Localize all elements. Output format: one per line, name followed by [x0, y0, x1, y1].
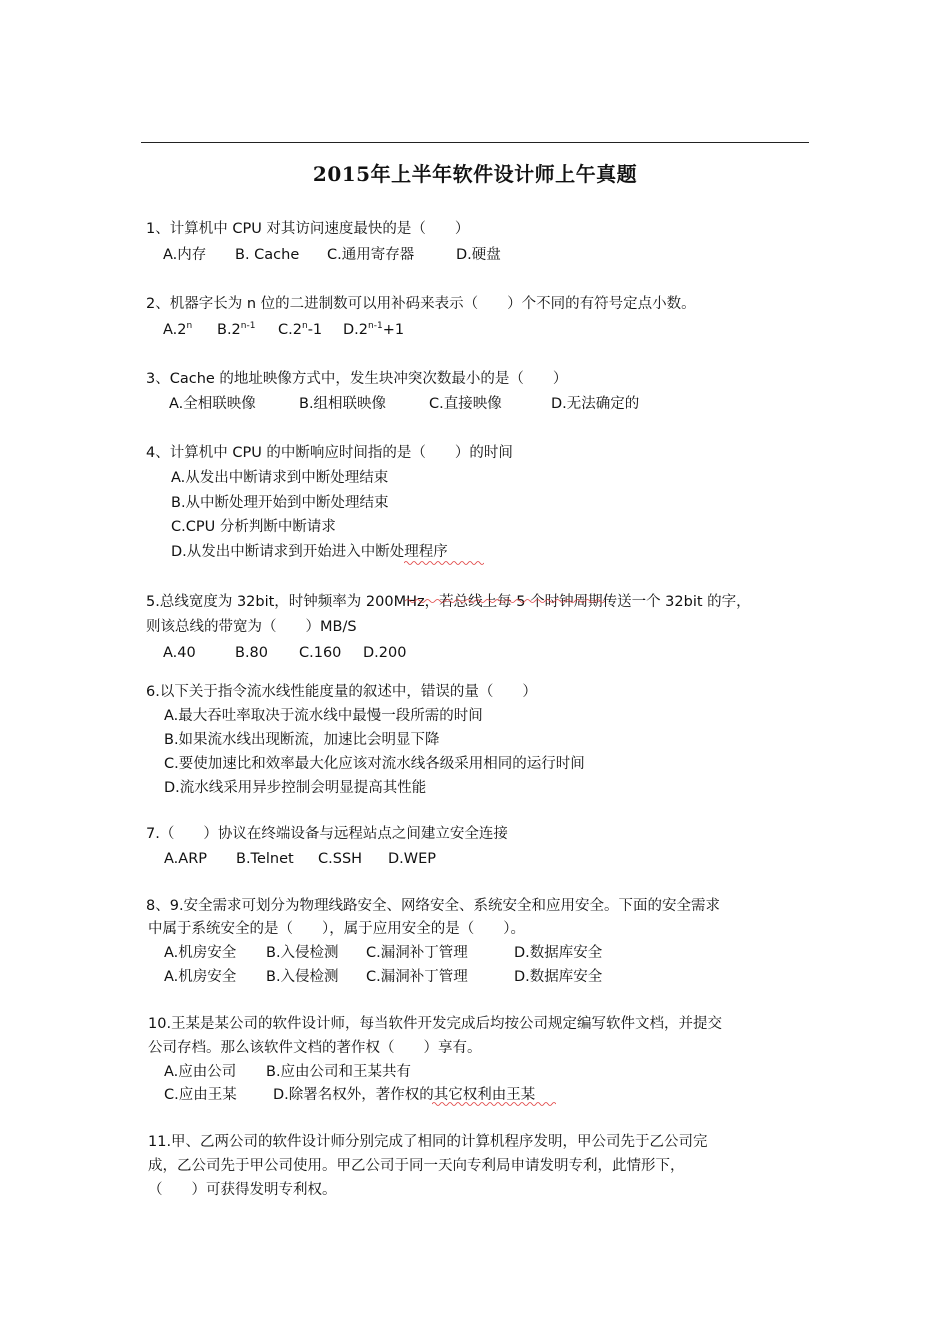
- q7-stem: 7.（ ）协议在终端设备与远程站点之间建立安全连接: [146, 826, 508, 842]
- q6-option-b: B.如果流水线出现断流，加速比会明显下降: [164, 732, 440, 748]
- q2-option-c: C.2$^n$-1: [278, 321, 323, 338]
- q2-stem: 2、机器字长为 n 位的二进制数可以用补码来表示（ ）个不同的有符号定点小数。: [146, 296, 696, 312]
- q1-option-b: B. Cache: [235, 247, 300, 263]
- q3-stem: 3、Cache 的地址映像方式中，发生块冲突次数最小的是（ ）: [146, 371, 568, 387]
- q6-option-c: C.要使加速比和效率最大化应该对流水线各级采用相同的运行时间: [164, 756, 585, 772]
- q7-option-b: B.Telnet: [236, 851, 294, 867]
- q5-option-d: D.200: [363, 645, 407, 661]
- q5-option-b: B.80: [235, 645, 269, 661]
- spellcheck-squiggle: [404, 560, 484, 566]
- q11-stem-line-3: （ ）可获得发明专利权。: [148, 1182, 337, 1198]
- q4-option-a: A.从发出中断请求到中断处理结束: [171, 470, 389, 486]
- q1-option-c: C.通用寄存器: [327, 247, 415, 263]
- q89-stem-line-1: 8、9.安全需求可划分为物理线路安全、网络安全、系统安全和应用安全。下面的安全需求: [146, 898, 721, 914]
- q4-option-d: D.从发出中断请求到开始进入中断处理程序: [171, 544, 448, 560]
- q7-option-c: C.SSH: [318, 851, 363, 867]
- q3-option-a: A.全相联映像: [169, 396, 256, 412]
- q11-stem-line-1: 11.甲、乙两公司的软件设计师分别完成了相同的计算机程序发明，甲公司先于乙公司完: [148, 1134, 708, 1150]
- q5-option-c: C.160: [299, 645, 342, 661]
- q1-option-d: D.硬盘: [456, 247, 501, 263]
- q8-option-a: A.机房安全: [164, 945, 237, 961]
- q2-option-b: B.2$^{n-1}$: [217, 321, 256, 338]
- spellcheck-squiggle: [432, 1101, 556, 1107]
- q1-stem: 1、计算机中 CPU 对其访问速度最快的是（ ）: [146, 221, 470, 237]
- q3-option-c: C.直接映像: [429, 396, 502, 412]
- q11-stem-line-2: 成，乙公司先于甲公司使用。甲乙公司于同一天向专利局申请发明专利，此情形下，: [148, 1158, 685, 1174]
- q4-option-b: B.从中断处理开始到中断处理结束: [171, 495, 389, 511]
- q5-stem-line-2: 则该总线的带宽为（ ）MB/S: [146, 619, 357, 635]
- q9-option-a: A.机房安全: [164, 969, 237, 985]
- q5-option-a: A.40: [163, 645, 196, 661]
- q8-option-d: D.数据库安全: [514, 945, 603, 961]
- q8-option-b: B.入侵检测: [266, 945, 339, 961]
- q5-stem-line-1: 5.总线宽度为 32bit，时钟频率为 200MHz，若总线上每 5 个时钟周期传送一个 32bit 的字，: [146, 594, 751, 610]
- q10-stem-line-1: 10.王某是某公司的软件设计师，每当软件开发完成后均按公司规定编写软件文档，并提交: [148, 1016, 723, 1032]
- q9-option-d: D.数据库安全: [514, 969, 603, 985]
- q9-option-c: C.漏洞补丁管理: [366, 969, 468, 985]
- q9-option-b: B.入侵检测: [266, 969, 339, 985]
- q4-stem: 4、计算机中 CPU 的中断响应时间指的是（ ）的时间: [146, 445, 513, 461]
- q3-option-d: D.无法确定的: [551, 396, 640, 412]
- q6-option-d: D.流水线采用异步控制会明显提高其性能: [164, 780, 427, 796]
- q4-option-c: C.CPU 分析判断中断请求: [171, 519, 336, 535]
- q10-option-b: B.应由公司和王某共有: [266, 1064, 412, 1080]
- spellcheck-squiggle: [405, 598, 605, 604]
- q10-option-c: C.应由王某: [164, 1087, 237, 1103]
- q10-option-d: D.除署名权外，著作权的其它权利由王某: [273, 1087, 536, 1103]
- document-title: 2015年上半年软件设计师上午真题: [312, 162, 638, 186]
- q6-stem: 6.以下关于指令流水线性能度量的叙述中，错误的量（ ）: [146, 684, 537, 700]
- q6-option-a: A.最大吞吐率取决于流水线中最慢一段所需的时间: [164, 708, 483, 724]
- q2-option-a: A.2$^n$: [163, 321, 193, 338]
- top-rule: [141, 142, 809, 143]
- q10-stem-line-2: 公司存档。那么该软件文档的著作权（ ）享有。: [148, 1040, 482, 1056]
- q7-option-d: D.WEP: [388, 851, 437, 867]
- q8-option-c: C.漏洞补丁管理: [366, 945, 468, 961]
- q2-option-d: $D.2^{n-1}+1$: [343, 321, 405, 338]
- q1-option-a: A.内存: [163, 247, 207, 263]
- q3-option-b: B.组相联映像: [299, 396, 387, 412]
- q10-option-a: A.应由公司: [164, 1064, 237, 1080]
- q7-option-a: A.ARP: [164, 851, 208, 867]
- q89-stem-line-2: 中属于系统安全的是（ ），属于应用安全的是（ ）。: [148, 921, 525, 937]
